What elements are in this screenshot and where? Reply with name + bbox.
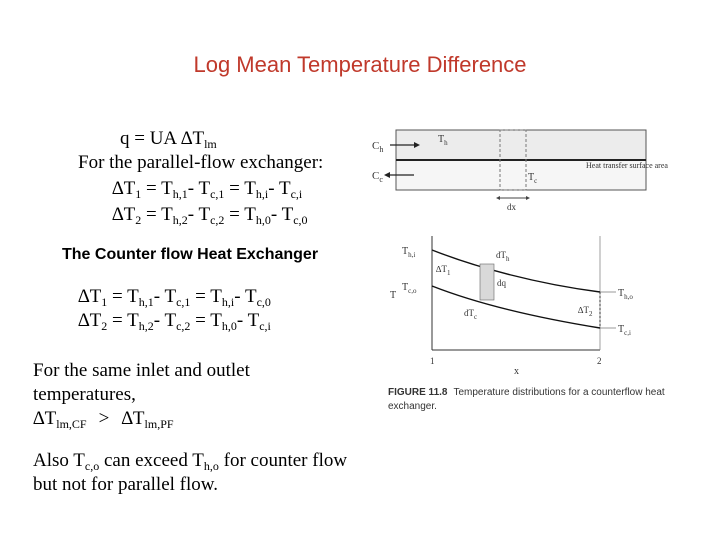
plot-tci-label: $T_{c,i}$ [618,324,631,337]
counterflow-figure [368,118,690,383]
comparison-line-2: temperatures, [33,384,136,405]
schematic-th-label: $T_h$ [438,134,448,147]
cold-fluid-curve [432,286,600,328]
parallel-dt1-equation: $\Delta T_1 = T_{h,1}-$ $T_{c,1} = T_{h,i}-$ $T_{c,i}$ [112,178,303,201]
comparison-inequality: $\Delta T_{lm,CF} > \Delta T_{lm,PF}$ [33,408,174,431]
rate-equation: q = UA $\Delta T_{lm}$ [120,128,217,151]
plot-tho-label: $T_{h,o}$ [618,288,633,301]
plot-x1-tick: 1 [430,356,435,366]
parallel-dt2-equation: $\Delta T_2 = T_{h,2}-$ $T_{c,2} = T_{h,0}-$ $T_{c,0}$ [112,204,308,227]
schematic-tc-label: $T_c$ [528,172,538,185]
plot-tco-label: $T_{c,o}$ [402,282,417,295]
plot-x-axis-label: x [514,366,519,377]
schematic-ch-label: $C_h$ [372,140,384,154]
plot-dq-label: dq [497,278,506,288]
counter-dt2-equation: $\Delta T_2 = T_{h,2}-$ $T_{c,2} = T_{h,0}-$ $T_{c,i}$ [78,310,271,333]
schematic-cc-label: $C_c$ [372,170,383,184]
plot-thi-label: $T_{h,i}$ [402,246,416,259]
plot-x2-tick: 2 [597,356,602,366]
slide-title: Log Mean Temperature Difference [193,52,527,77]
figure-caption-label: FIGURE 11.8 [388,387,448,398]
plot-dt1-label: $\Delta T_1$ [436,264,451,277]
note-line-2: but not for parallel flow. [33,474,219,495]
plot-y-axis-label: T [390,290,397,301]
schematic-dx-label: dx [507,202,516,212]
plot-dtc-label: $dT_c$ [464,308,478,321]
plot-dt2-label: $\Delta T_2$ [578,305,593,318]
comparison-line-1: For the same inlet and outlet [33,360,250,381]
figure-caption [388,386,688,414]
temperature-plot [432,236,616,350]
hot-fluid-curve [432,250,600,292]
plot-dth-label: $dT_h$ [496,250,510,263]
parallel-flow-intro: For the parallel-flow exchanger: [78,152,324,173]
heat-transfer-area-label: Heat transfer surface area [586,161,668,170]
note-line-1: Also $T_{c,o}$ can exceed $T_{h,o}$ for counter flow [33,450,348,473]
figure-caption-text: Temperature distributions for a counterflow heat exchanger. [388,387,665,412]
counter-dt1-equation: $\Delta T_1 = T_{h,1}-$ $T_{c,1} = T_{h,i}-$ $T_{c,0}$ [78,286,271,309]
counter-flow-heading: The Counter flow Heat Exchanger [62,246,319,263]
